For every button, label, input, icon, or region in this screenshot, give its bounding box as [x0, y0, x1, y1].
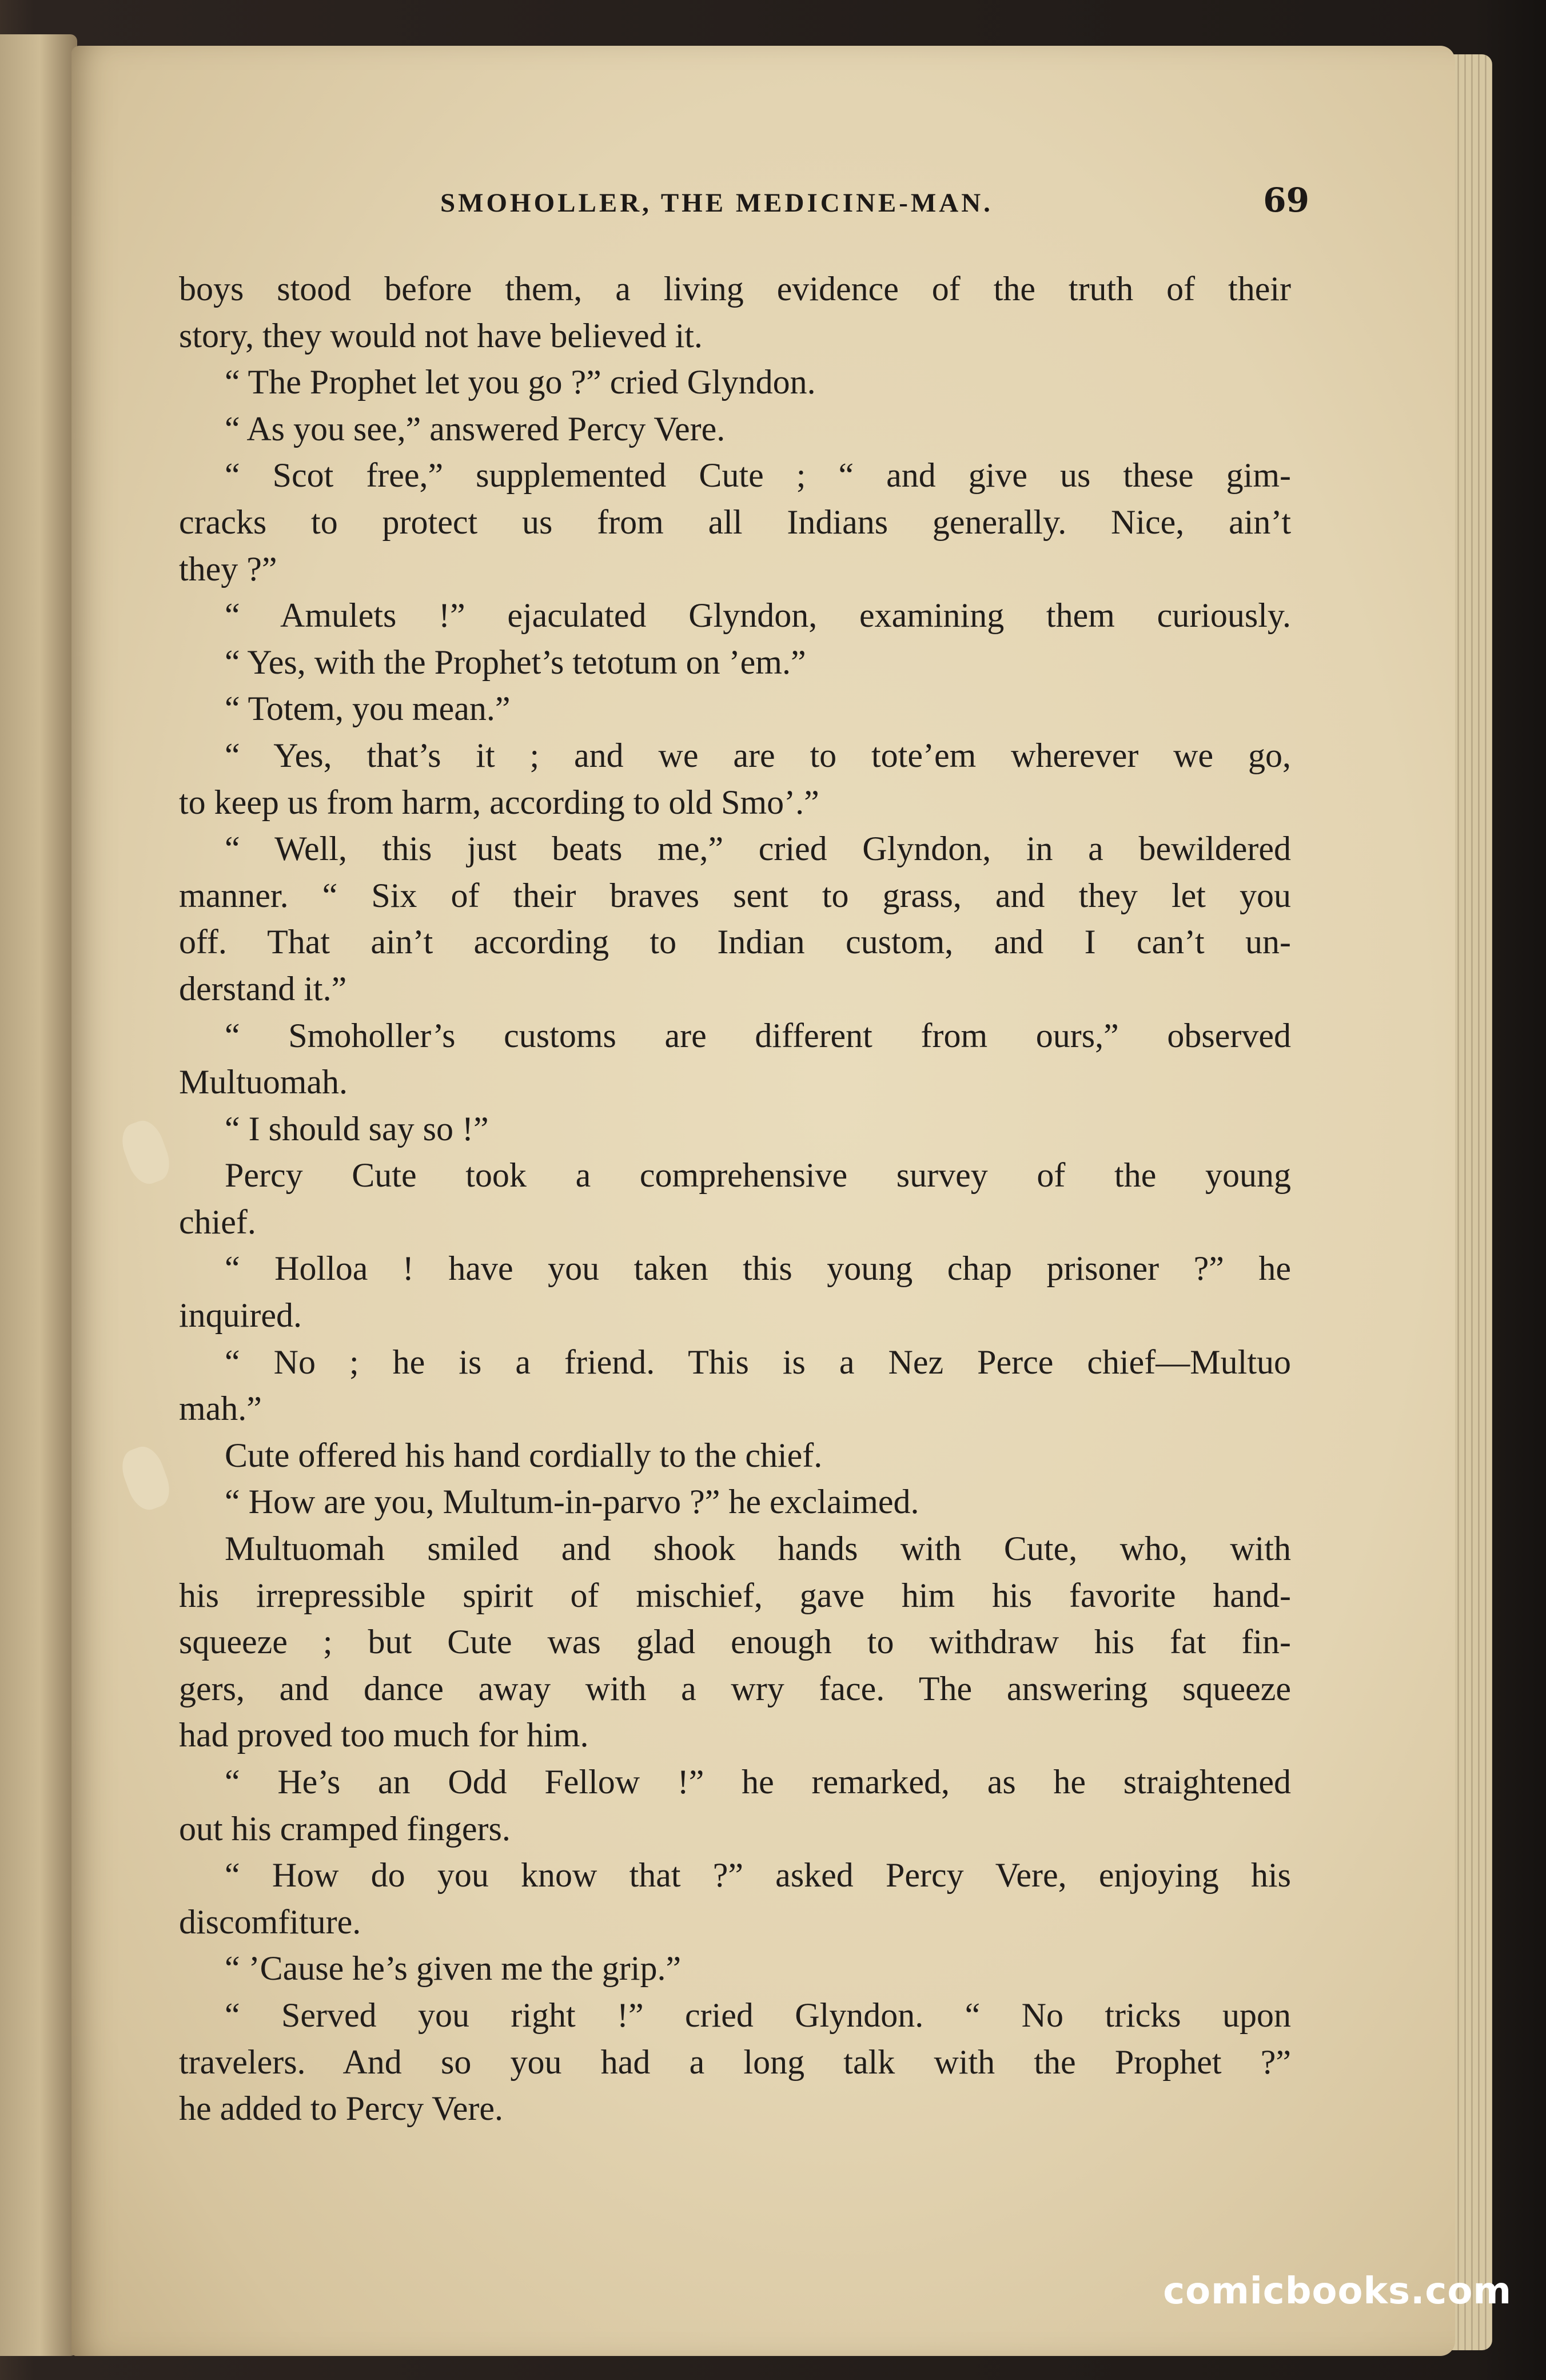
text-line: mah.” [179, 1390, 262, 1428]
text-line: boys stood before them, a living evidence of the truth of their [179, 270, 1291, 308]
running-head [212, 181, 1309, 220]
text-line: “ Holloa ! have you taken this young chap prisoner ?” he [225, 1249, 1291, 1288]
running-title: SMOHOLLER, THE MEDICINE-MAN. [440, 188, 993, 218]
text-line: manner. “ Six of their braves sent to grass, and they let you [179, 876, 1291, 914]
text-line: “ How do you know that ?” asked Percy Vere, enjoying his [225, 1856, 1291, 1895]
text-line: “ How are you, Multum-in-parvo ?” he exclaimed. [225, 1483, 919, 1521]
text-line: “ As you see,” answered Percy Vere. [225, 409, 726, 448]
text-line: “ Amulets !” ejaculated Glyndon, examining them curiously. [225, 596, 1291, 635]
text-line: he added to Percy Vere. [179, 2090, 504, 2128]
body-text [179, 266, 1291, 2132]
text-line: “ Yes, that’s it ; and we are to tote’em wherever we go, [225, 736, 1291, 774]
text-line: Cute offered his hand cordially to the chief. [225, 1436, 823, 1474]
text-line: to keep us from harm, according to old Smo’.” [179, 783, 819, 821]
text-line: “ Served you right !” cried Glyndon. “ No tricks upon [225, 1996, 1291, 2034]
text-line: travelers. And so you had a long talk with the Prophet ?” [179, 2043, 1291, 2081]
facing-page-edge [0, 34, 77, 2356]
text-line: “ He’s an Odd Fellow !” he remarked, as he straightened [225, 1763, 1291, 1801]
text-line: inquired. [179, 1296, 302, 1335]
watermark: comicbooks.com [1163, 2270, 1512, 2313]
text-line: “ Yes, with the Prophet’s tetotum on ’em.” [225, 643, 806, 681]
text-line: Multuomah smiled and shook hands with Cute, who, with [225, 1530, 1291, 1568]
text-line: cracks to protect us from all Indians generally. Nice, ain’t [179, 503, 1291, 541]
text-line: gers, and dance away with a wry face. The answering squeeze [179, 1669, 1291, 1708]
text-line: they ?” [179, 550, 277, 588]
text-line: “ Well, this just beats me,” cried Glyndon, in a bewildered [225, 830, 1291, 868]
text-line: Percy Cute took a comprehensive survey of the young [225, 1156, 1291, 1195]
text-line: his irrepressible spirit of mischief, gave him his favorite hand- [179, 1576, 1291, 1614]
page-number: 69 [1263, 181, 1309, 220]
text-line: “ No ; he is a friend. This is a Nez Perce chief—Multuo [225, 1343, 1291, 1381]
text-line: derstand it.” [179, 969, 347, 1008]
text-line: “ The Prophet let you go ?” cried Glyndon. [225, 363, 816, 401]
text-line: off. That ain’t according to Indian custom, and I can’t un- [179, 923, 1291, 961]
text-line: discomfiture. [179, 1903, 361, 1941]
text-line: out his cramped fingers. [179, 1809, 511, 1848]
text-line: “ I should say so !” [225, 1109, 489, 1148]
gutter-tear [116, 1442, 175, 1514]
text-line: “ Smoholler’s customs are different from ours,” observed [225, 1016, 1291, 1054]
text-line: “ Scot free,” supplemented Cute ; “ and give us these gim- [225, 456, 1291, 495]
gutter-tear [116, 1116, 175, 1188]
text-line: had proved too much for him. [179, 1716, 589, 1754]
text-line: story, they would not have believed it. [179, 316, 703, 355]
text-line: “ Totem, you mean.” [225, 690, 511, 728]
text-line: chief. [179, 1203, 256, 1241]
text-line: “ ’Cause he’s given me the grip.” [225, 1949, 682, 1988]
text-line: Multuomah. [179, 1063, 348, 1101]
text-line: squeeze ; but Cute was glad enough to withdraw his fat fin- [179, 1623, 1291, 1661]
